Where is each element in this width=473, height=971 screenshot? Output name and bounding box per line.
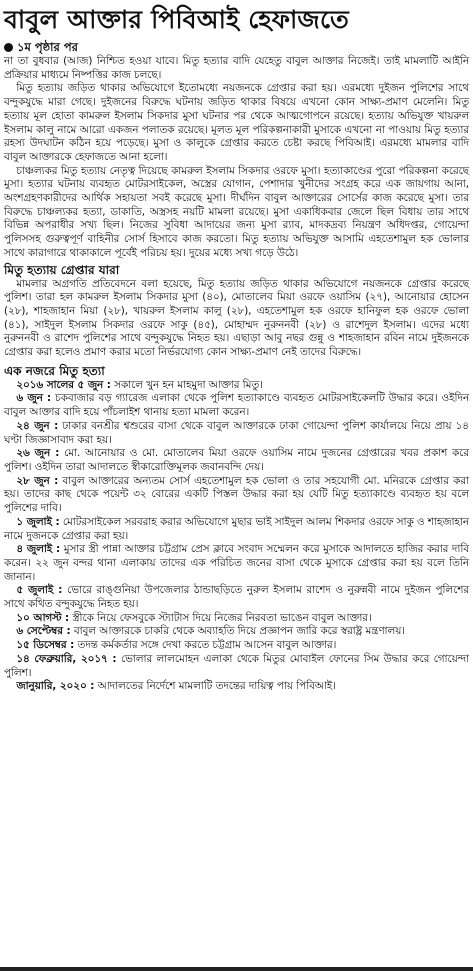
timeline-text: মোটরসাইকেল সরবরাহ করার অভিযোগে মুছার ভাই সাইদুল আলম শিকদার ওরফে সাকু ও শাহজাহান নামে দুজনকে গ্রেপ্তার করা হয়। bbox=[4, 515, 470, 542]
timeline-text: ভোরে রাঙ্গুনিয়া উপজেলার ঠান্ডাছড়িতে নুরুল ইসলাম রাশেদ ও নুরুন্নবী নামে দুইজন পুলিশের সাথে কথিত বন্দুকযুদ্ধে নিহত হয়। bbox=[4, 584, 469, 611]
headline: বাবুল আক্তার পিবিআই হেফাজতে bbox=[4, 5, 349, 34]
timeline-list bbox=[4, 379, 469, 694]
timeline-date: ২৪ জুন : bbox=[16, 419, 59, 432]
timeline-date: ৫ জুলাই : bbox=[16, 584, 63, 597]
timeline-text: মো. আনোয়ার ও মো. মোতালেব মিয়া ওরফে ওয়াসিম নামে দুজনের গ্রেপ্তারের খবর প্রকাশ করে পুলিশ। ওইদিন তারা আদালতে স্বীকারোক্তিমূলক জবানবন্দি দেয়। bbox=[4, 447, 469, 473]
timeline-text: স্ত্রীকে নিয়ে ফেসবুকে স্ট্যাটাস দিয়ে নিজের নিরবতা ভাঙেন বাবুল আক্তার। bbox=[69, 611, 372, 624]
timeline-text: মুসার স্ত্রী পান্না আক্তার চট্টগ্রাম প্রেস ক্লাবে সংবাদ সম্মেলন করে মুসাকে আদালতে হাজির করার দাবি করেন। ২২ জুন বন্দর থানা এলাকায় তাদের এক পরিচিত জনের বাসা থেকে মুসাকে গ্রেপ্তার করা হয় বলে তিনি জানান। bbox=[4, 543, 469, 583]
timeline-date: ৬ সেপ্টেম্বর : bbox=[16, 625, 71, 638]
intro-paragraph-3: চাঞ্চল্যকর মিতু হত্যায় নেতৃত্ব দিয়েছে কামরুল ইসলাম সিকদার ওরফে মুসা। হত্যাকাণ্ডের পুরো পরিকল্পনা করেছে মুসা। হত্যার ঘটনায় ব্যবহৃত মোটরসাইকেল, অস্ত্রের যোগান, পেশাদার খুনীদের সংগ্রহ করে এক জায়গায় আনা, অংশগ্রহণকারীদের আর্থিক সহায়তা সবই করেছে মুসা। দীর্ঘদিন বাবুল আক্তারের সোর্সের কাজ করেছে মুসা। তার বিরুদ্ধে চাঞ্চল্যকর হত্যা, ডাকাতি, অস্ত্রসহ নয়টি মামলা রয়েছে। মুসা একাধিকবার জেলে ছিল বিধায় তার সাথে বিভিন্ন অপরাধীর সখ্য ছিল। নিজের সুবিধা আদায়ের জন্য মুসা র‍্যাব, মাদকদ্রব্য নিয়ন্ত্রণ অধিদপ্তর, গোয়েন্দা পুলিসসহ গুরুত্বপূর্ণ বাহিনীর সোর্স হিসাবে কাজ করতো। মিতু হত্যায় অভিযুক্ত আসামি এহতেশামুল হক ভোলার সাথে কারাগারে থাকাকালে পূর্বেই পরিচয় হয়। দুয়ের মধ্যে সখ্য গড়ে উঠে। bbox=[4, 164, 469, 259]
timeline-text: বাবুল আক্তারকে চাকরি থেকে অব্যাহতি দিয়ে প্রজ্ঞাপন জারি করে স্বরাষ্ট্র মন্ত্রণালয়। bbox=[70, 625, 405, 638]
timeline-text: চকবাজার বড় গ্যারেজ এলাকা থেকে পুলিশ হত্যাকাণ্ডে ব্যবহৃত মোটরসাইকেলটি উদ্ধার করে। ওইদিন বাবুল আক্তার বাদি হয়ে পাঁচলাইশ থানায় হত্যা মামলা করেন। bbox=[4, 392, 469, 419]
timeline-text: ঢাকার বনশ্রীর শ্বশুরের বাসা থেকে বাবুল আক্তারকে ঢাকা গোয়েন্দা পুলিশ কার্যালয়ে নিয়ে প্রায় ১৪ ঘণ্টা জিজ্ঞাসাবাদ করা হয়। bbox=[4, 419, 469, 446]
timeline-date: ১ জুলাই : bbox=[16, 515, 60, 528]
arrests-paragraph: মামলার অগ্রগতি প্রতিবেদনে বলা হয়েছে, মিতু হত্যায় জড়িত থাকার অভিযোগে নয়জনকে গ্রেপ্তার করেছে পুলিশ। তারা হল কামরুল ইসলাম সিকদার মুসা (৪০), মোতালেব মিয়া ওরফে ওয়াসিম (২৭), আনোয়ার হোসেন (২৮), শাহজাহান মিয়া (২৮), খায়রুল ইসলাম কালু (২৮), এহতেশামুল হক ওরফে হানিফুল হক ওরফে ভোলা (৪১), সাইদুল ইসলাম সিকদার ওরফে সাকু (৪৫), মোহাম্মদ নুরুননবী (২৮) ও রাশেদুল ইসলাম। এদের মধ্যে নুরুননবী ও রাশেদ পুলিশের সাথে বন্দুকযুদ্ধে নিহত হয়। এছাড়া আবু নছর গুন্নু ও শাহজাহান রবিন নামে দুইজনকে গ্রেপ্তার করা হলেও প্রমাণ করার মতো নির্ভরযোগ্য কোন সাক্ষ্য-প্রমাণ নেই তাদের বিরুদ্ধে। bbox=[4, 277, 469, 359]
timeline-date: ১০ আগস্ট : bbox=[16, 611, 70, 624]
timeline-text: সকালে খুন হন মাহমুদা আক্তার মিতু। bbox=[110, 378, 263, 391]
timeline-entry bbox=[4, 543, 469, 584]
intro-paragraph-1: না তা বুধবার (আজ) নিশ্চিত হওয়া যাবে। মিতু হত্যার বাদি যেহেতু বাবুল আক্তার নিজেই। তাই মামলাটি আইনি প্রক্রিয়ার মাধ্যমে নিষ্পত্তির কাজ চলছে। bbox=[4, 55, 469, 81]
timeline-text: ভোলার লালমোহন এলাকা থেকে মিতুর মোবাইল ফোনের সিম উদ্ধার করে গোয়েন্দা পুলিশ। bbox=[4, 652, 469, 679]
intro-paragraph-2: মিতু হত্যায় জড়িত থাকার অভিযোগে ইতোমধ্যে নয়জনকে গ্রেপ্তার করা হয়। এরমধ্যে দুইজন পুলিশের সাথে বন্দুকযুদ্ধে মারা গেছে। দুইজনের বিরুদ্ধে ঘটনায় জড়িত থাকার বিষয়ে এখনো কোন সাক্ষ্য-প্রমাণ মেলেনি। মিতু হত্যায় মূল হোতা কামরুল ইসলাম সিকদার মুসা ঘটনার পর থেকে আত্মগোপনে রয়েছে। হত্যায় অভিযুক্ত খায়রুল ইসলাম কালু নামে আরো একজন পলাতক রয়েছে। মূলত মূল পরিকল্পনাকারী মুসাকে এখনো না পাওয়ায় মিতু হত্যার রহস্য উদঘাটন কঠিন হয়ে পড়েছে। মুসা ও কালুকে গ্রেপ্তার করতে চেষ্টা করছে পিবিআই। এরমধ্যে মামলার বাদি বাবুল আক্তারকে হেফাজতে আনা হলো। bbox=[4, 82, 469, 163]
timeline-entry bbox=[4, 584, 469, 611]
continued-line bbox=[4, 40, 469, 54]
timeline-date: ৪ জুলাই : bbox=[16, 543, 61, 556]
continued-label: ১ম পৃষ্ঠার পর bbox=[17, 40, 78, 54]
timeline-entry bbox=[4, 612, 469, 626]
timeline-date: ৬ জুন : bbox=[16, 392, 52, 405]
timeline-entry bbox=[4, 475, 469, 516]
bottom-divider bbox=[0, 967, 473, 971]
timeline-entry bbox=[4, 420, 469, 447]
timeline-entry bbox=[4, 392, 469, 419]
timeline-text: বাবুল আক্তারের অন্যতম সোর্স এহতেশামুল হক ভোলা ও তার সহযোগী মো. মনিরকে গ্রেপ্তার করা হয়। তাদের কাছ থেকে পয়েন্ট ৩২ বোরের একটি পিস্তল উদ্ধার করা হয় যেটি মিতু হত্যাকাণ্ডে ব্যবহৃত হয় বলে পুলিশের দাবি। bbox=[4, 474, 469, 515]
timeline-entry bbox=[4, 516, 469, 543]
timeline-date: ১৫ ডিসেম্বর : bbox=[16, 639, 75, 652]
timeline-date: ২০১৬ সালের ৫ জুন : bbox=[16, 378, 111, 391]
timeline-date: ২৮ জুন : bbox=[16, 474, 59, 487]
timeline-entry bbox=[4, 625, 469, 639]
timeline-date: ২৬ জুন : bbox=[16, 447, 60, 460]
timeline-entry bbox=[4, 680, 469, 694]
timeline-date: ১৪ ফেব্রুয়ারি, ২০১৭ : bbox=[16, 652, 117, 665]
bullet-icon bbox=[4, 43, 13, 52]
timeline-text: তদন্ত কর্মকর্তার সঙ্গে দেখা করতে চট্টগ্রাম আসেন বাবুল আক্তার। bbox=[74, 639, 337, 652]
timeline-entry bbox=[4, 639, 469, 653]
timeline-text: আদালতের নির্দেশে মামলাটি তদন্তের দায়িত্ব পায় পিবিআই। bbox=[94, 680, 336, 693]
timeline-title: এক নজরে মিতু হত্যা bbox=[4, 363, 105, 378]
timeline-entry bbox=[4, 379, 469, 393]
timeline-entry bbox=[4, 447, 469, 474]
timeline-entry bbox=[4, 653, 469, 680]
arrests-section-title: মিতু হত্যায় গ্রেপ্তার যারা bbox=[4, 262, 120, 277]
timeline-date: জানুয়ারি, ২০২০ : bbox=[16, 680, 95, 693]
